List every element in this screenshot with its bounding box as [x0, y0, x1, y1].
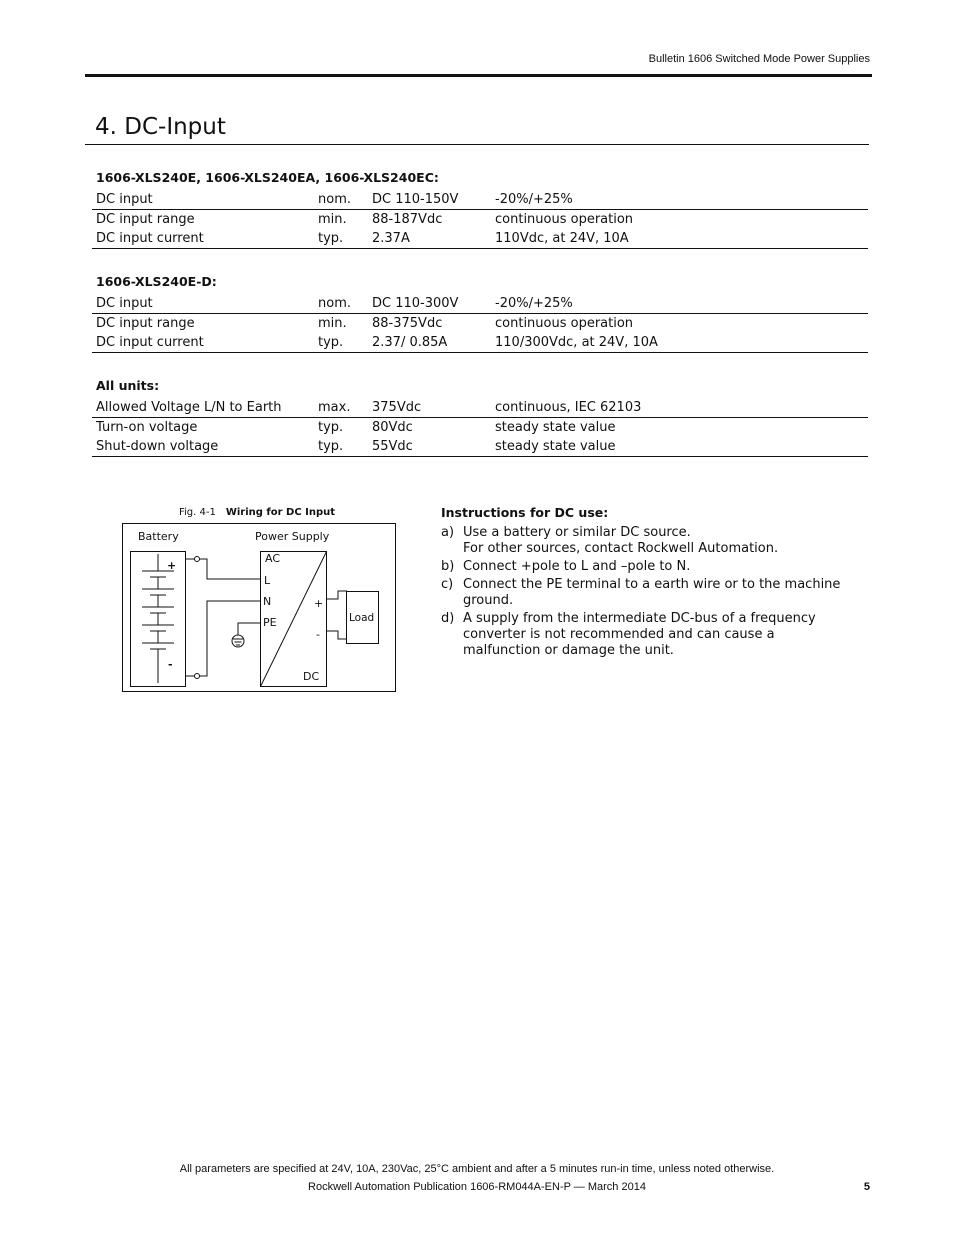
- spec-table-xls240e: [92, 190, 868, 249]
- section-title: 4. DC-Input: [95, 114, 226, 140]
- power-supply-label: Power Supply: [255, 530, 330, 543]
- instructions-list: [441, 525, 851, 661]
- spec-table-all-units: [92, 398, 868, 457]
- param-name: DC input current: [92, 333, 314, 353]
- item-text: [463, 577, 851, 609]
- param-note: steady state value: [495, 420, 616, 435]
- item-label: d): [441, 611, 455, 626]
- earth-ground-icon: [232, 623, 261, 647]
- param-note: continuous operation: [495, 316, 634, 331]
- param-qualifier: typ.: [314, 437, 368, 457]
- param-qualifier: min.: [318, 212, 347, 227]
- list-item: [441, 577, 851, 609]
- param-value: DC 110-150V: [368, 190, 491, 210]
- table-row: [92, 418, 868, 438]
- footer-publication: Rockwell Automation Publication 1606-RM044A-EN-P — March 2014: [308, 1181, 646, 1193]
- running-header: Bulletin 1606 Switched Mode Power Supplies: [648, 53, 870, 65]
- param-note: steady state value: [491, 437, 868, 457]
- wire-plus-to-l: [200, 559, 262, 579]
- item-label: b): [441, 559, 455, 574]
- list-item: [441, 611, 851, 659]
- param-value: 375Vdc: [368, 398, 491, 418]
- battery-label: Battery: [138, 530, 179, 543]
- terminal-ac-label: AC: [265, 552, 281, 565]
- table-row: [92, 333, 868, 353]
- param-qualifier: typ.: [314, 333, 368, 353]
- table-row: [92, 210, 868, 230]
- param-note: -20%/+25%: [491, 190, 868, 210]
- param-name: DC input: [92, 294, 314, 314]
- header-rule: [85, 74, 872, 77]
- item-label: c): [441, 577, 454, 592]
- param-qualifier: nom.: [314, 190, 368, 210]
- footer-note: All parameters are specified at 24V, 10A, 230Vac, 25°C ambient and after a 5 minutes run-in time, unless noted otherwise.: [179, 1163, 775, 1175]
- param-qualifier: typ.: [314, 229, 368, 249]
- param-name: DC input range: [96, 212, 195, 227]
- param-value: 88-187Vdc: [372, 212, 443, 227]
- param-name: DC input current: [92, 229, 314, 249]
- item-line: For other sources, contact Rockwell Automation.: [463, 541, 779, 556]
- table-row: [92, 314, 868, 334]
- item-text: [463, 611, 851, 659]
- param-qualifier: max.: [314, 398, 368, 418]
- terminal-dc-label: DC: [303, 670, 320, 683]
- param-note: continuous operation: [495, 212, 634, 227]
- load-label: Load: [349, 612, 375, 624]
- battery-minus-sign: -: [168, 658, 173, 671]
- param-value: 80Vdc: [372, 420, 413, 435]
- param-name: DC input range: [96, 316, 195, 331]
- param-note: 110Vdc, at 24V, 10A: [491, 229, 868, 249]
- item-line: A supply from the intermediate DC-bus of a frequency converter is not recommended and can cause a malfunction or damage the unit.: [463, 611, 816, 658]
- table-row: [92, 398, 868, 418]
- instructions-heading: Instructions for DC use:: [441, 505, 609, 520]
- param-qualifier: min.: [318, 316, 347, 331]
- item-line: Connect the PE terminal to a earth wire or to the machine ground.: [463, 577, 841, 608]
- output-plus-label: +: [314, 597, 324, 610]
- title-rule: [85, 144, 869, 145]
- table-row: [92, 437, 868, 457]
- param-qualifier: typ.: [318, 420, 344, 435]
- item-line: Connect +pole to L and –pole to N.: [463, 559, 691, 574]
- battery-terminal-minus-icon: [195, 674, 200, 679]
- terminal-l-label: L: [264, 574, 271, 587]
- section-heading-xls240e-d: 1606-XLS240E-D:: [96, 274, 217, 289]
- param-note: continuous, IEC 62103: [491, 398, 868, 418]
- item-line: Use a battery or similar DC source.: [463, 525, 691, 540]
- spec-table-xls240e-d: [92, 294, 868, 353]
- param-note: -20%/+25%: [491, 294, 868, 314]
- table-row: [92, 190, 868, 210]
- wire-minus-to-n: [200, 601, 262, 676]
- wiring-diagram: [120, 521, 400, 695]
- param-value: 88-375Vdc: [372, 316, 443, 331]
- wire-out-minus: [327, 631, 348, 639]
- table-row: [92, 229, 868, 249]
- param-name: Shut-down voltage: [92, 437, 314, 457]
- figure-title: Wiring for DC Input: [225, 507, 336, 518]
- battery-terminal-plus-icon: [195, 557, 200, 562]
- list-item: [441, 525, 851, 557]
- param-value: 55Vdc: [368, 437, 491, 457]
- terminal-pe-label: PE: [263, 616, 277, 629]
- param-qualifier: nom.: [314, 294, 368, 314]
- item-text: [463, 525, 851, 557]
- figure-number: Fig. 4-1: [179, 507, 216, 518]
- section-heading-xls240e: 1606-XLS240E, 1606-XLS240EA, 1606-XLS240EC:: [96, 170, 439, 185]
- list-item: [441, 559, 851, 575]
- battery-plus-sign: +: [167, 559, 177, 572]
- param-value: 2.37/ 0.85A: [368, 333, 491, 353]
- wire-out-plus: [327, 591, 348, 599]
- param-value: 2.37A: [368, 229, 491, 249]
- param-name: Turn-on voltage: [96, 420, 198, 435]
- item-text: [463, 559, 851, 575]
- page-number: 5: [863, 1181, 870, 1193]
- figure-caption: [179, 507, 335, 518]
- param-note: 110/300Vdc, at 24V, 10A: [491, 333, 868, 353]
- section-heading-all-units: All units:: [96, 378, 160, 393]
- item-label: a): [441, 525, 455, 540]
- output-minus-label: -: [316, 628, 320, 641]
- terminal-n-label: N: [263, 595, 272, 608]
- table-row: [92, 294, 868, 314]
- param-name: Allowed Voltage L/N to Earth: [92, 398, 314, 418]
- param-name: DC input: [92, 190, 314, 210]
- param-value: DC 110-300V: [368, 294, 491, 314]
